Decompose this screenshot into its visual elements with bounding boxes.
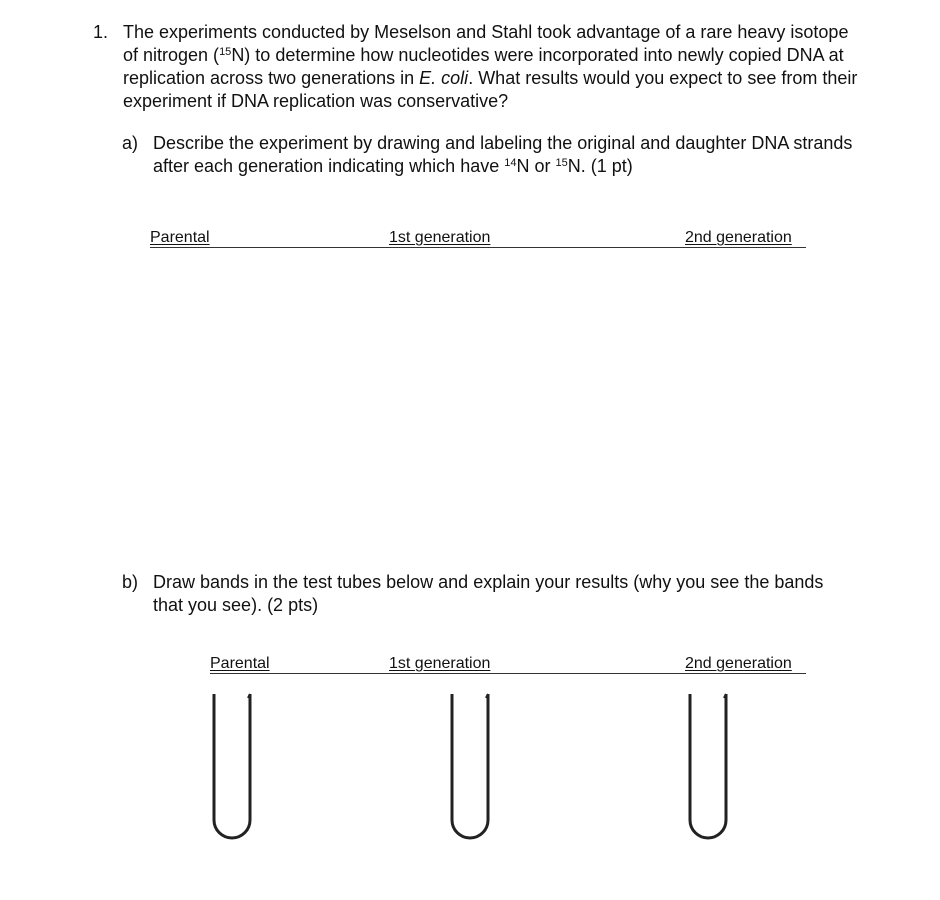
generation-line-a [150,247,806,248]
part-a-text-part: N or [516,156,556,176]
test-tube-icon [210,692,254,852]
part-a-text-part: Describe the experiment by drawing and labeling the original and daughter DNA strands after each generation indicating which have [153,133,853,176]
superscript-15: 15 [219,46,232,58]
generation-line-b [210,673,806,674]
question-text-part: The experiments conducted by Meselson and Stahl took advantage of a rare heavy isotope of nitrogen ( [123,22,849,65]
part-a-text-part: N. (1 pt) [567,156,633,176]
drawing-area-a[interactable] [150,260,806,560]
question-text [123,21,868,113]
part-b-text: Draw bands in the test tubes below and explain your results (why you see the bands that you see). (2 pts) [153,572,824,615]
test-tube-second-generation[interactable] [686,692,730,852]
part-b-label: b) [122,572,139,592]
superscript-15: 15 [555,157,568,169]
test-tube-first-generation[interactable] [448,692,492,852]
organism-name: E. coli [419,68,469,88]
question-text-part: . What results would you expect to see from their experiment if DNA replication was conservative? [123,68,858,111]
test-tube-icon [448,692,492,852]
test-tube-parental[interactable] [210,692,254,852]
gen-label-parental-b: Parental [210,655,270,672]
gen-label-first-b: 1st generation [389,655,491,672]
part-a-text [153,132,853,178]
test-tube-icon [686,692,730,852]
superscript-14: 14 [504,157,517,169]
gen-label-parental-a: Parental [150,229,210,246]
gen-label-second-b: 2nd generation [685,655,792,672]
part-a-label: a) [122,133,139,153]
question-number: 1. [93,22,109,42]
gen-label-first-a: 1st generation [389,229,491,246]
question-text-part: N) to determine how nucleotides were incorporated into newly copied DNA at replication across two generations in [123,45,844,88]
gen-label-second-a: 2nd generation [685,229,792,246]
